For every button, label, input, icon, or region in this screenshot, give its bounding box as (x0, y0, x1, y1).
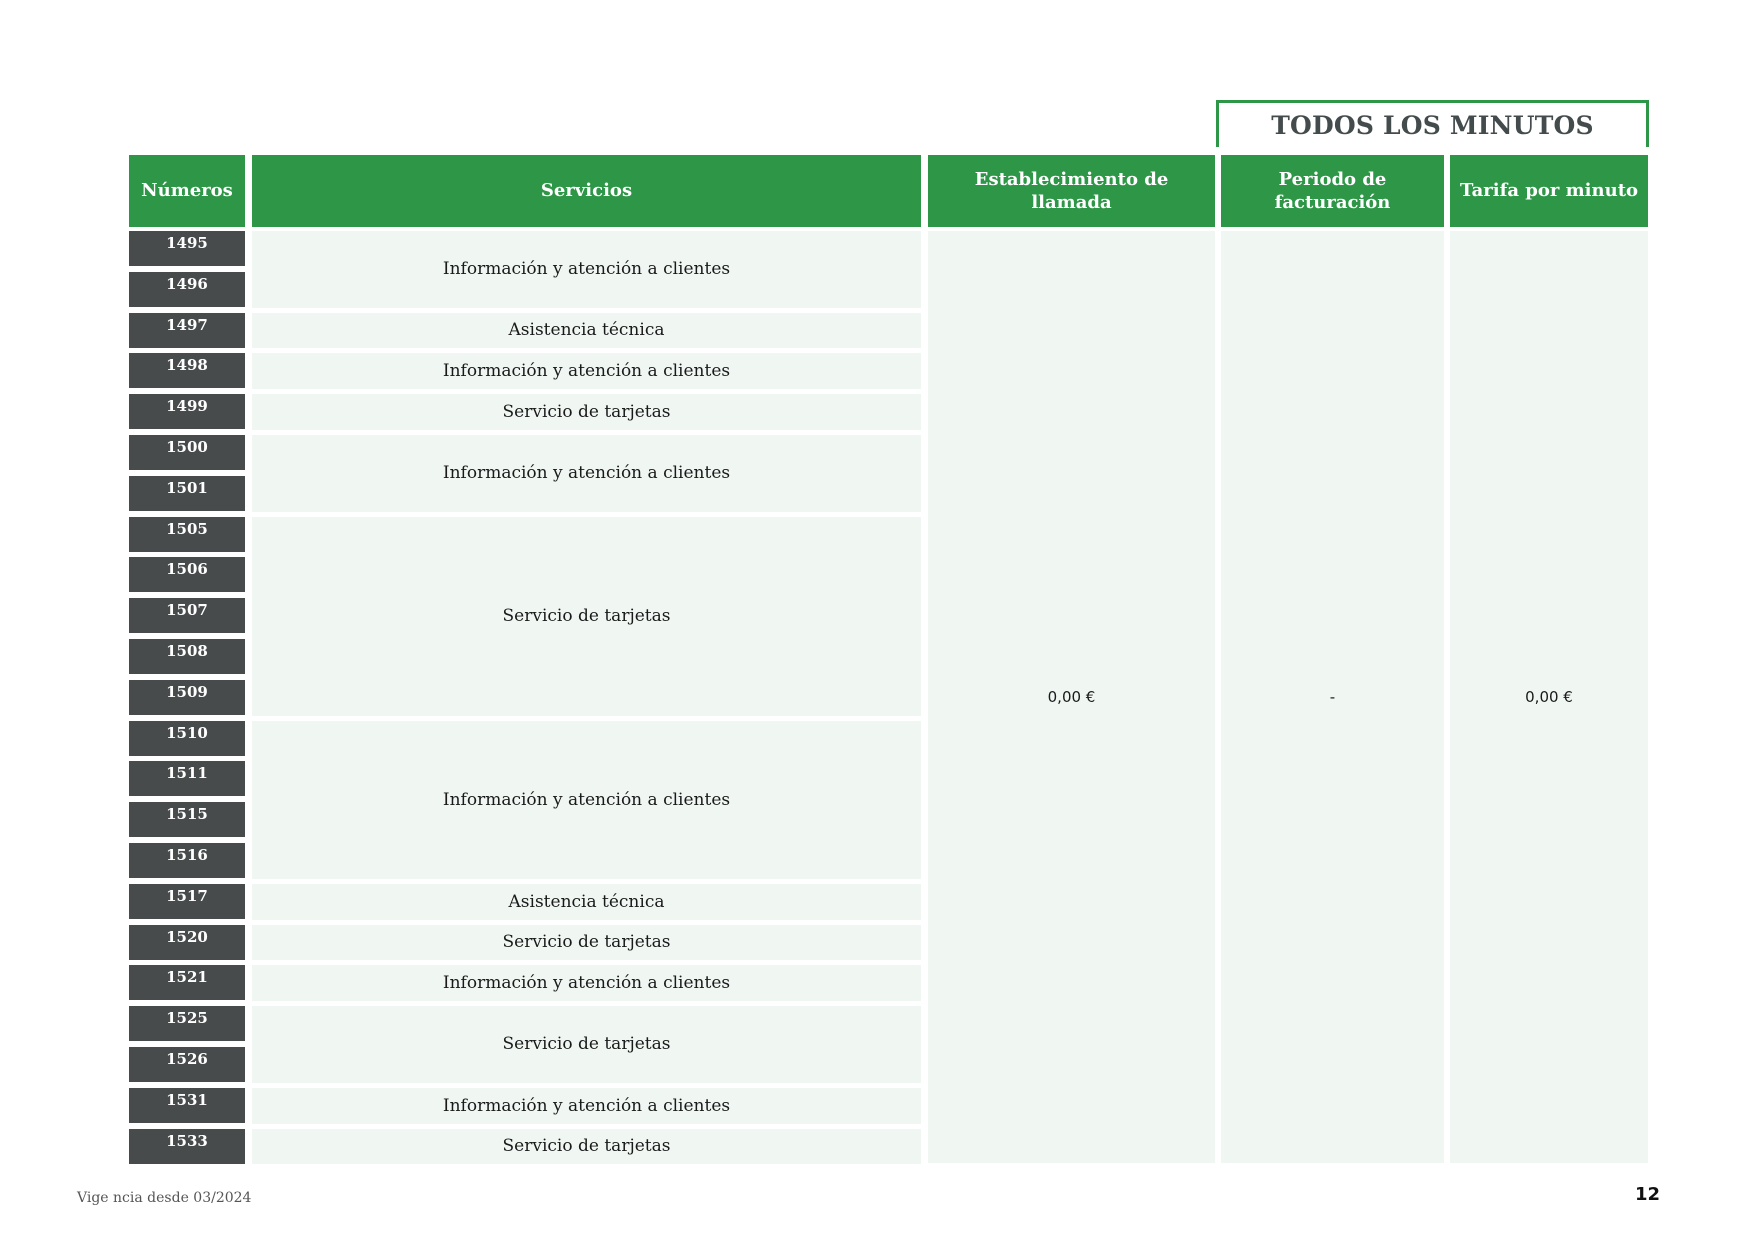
establecimiento-value: 0,00 € (928, 231, 1215, 1163)
number-cell: 1516 (129, 843, 245, 878)
service-cell: Asistencia técnica (252, 313, 921, 349)
service-cell: Información y atención a clientes (252, 1088, 921, 1124)
number-cell: 1521 (129, 965, 245, 1000)
number-cell: 1520 (129, 925, 245, 960)
service-cell: Servicio de tarjetas (252, 517, 921, 716)
number-cell: 1531 (129, 1088, 245, 1123)
number-cell: 1510 (129, 721, 245, 756)
number-cell: 1517 (129, 884, 245, 919)
header-tarifa: Tarifa por minuto (1450, 155, 1648, 227)
service-cell: Información y atención a clientes (252, 435, 921, 512)
page-number: 12 (1634, 1184, 1660, 1205)
header-servicios: Servicios (252, 155, 921, 227)
number-cell: 1501 (129, 476, 245, 511)
number-cell: 1497 (129, 313, 245, 348)
number-cell: 1511 (129, 761, 245, 796)
service-cell: Servicio de tarjetas (252, 1129, 921, 1165)
header-numeros: Números (129, 155, 245, 227)
service-cell: Servicio de tarjetas (252, 394, 921, 430)
number-cell: 1507 (129, 598, 245, 633)
number-cell: 1508 (129, 639, 245, 674)
number-cell: 1496 (129, 272, 245, 307)
service-cell: Información y atención a clientes (252, 231, 921, 308)
service-cell: Información y atención a clientes (252, 353, 921, 389)
number-cell: 1498 (129, 353, 245, 388)
number-cell: 1509 (129, 680, 245, 715)
service-cell: Servicio de tarjetas (252, 1006, 921, 1083)
service-cell: Información y atención a clientes (252, 721, 921, 879)
number-cell: 1495 (129, 231, 245, 266)
number-cell: 1533 (129, 1129, 245, 1164)
service-cell: Asistencia técnica (252, 884, 921, 920)
vigencia-footer: Vige ncia desde 03/2024 (77, 1190, 252, 1206)
header-periodo: Periodo de facturación (1221, 155, 1444, 227)
service-cell: Servicio de tarjetas (252, 925, 921, 961)
number-cell: 1526 (129, 1047, 245, 1082)
number-cell: 1506 (129, 557, 245, 592)
number-cell: 1505 (129, 517, 245, 552)
number-cell: 1500 (129, 435, 245, 470)
tarifa-value: 0,00 € (1450, 231, 1648, 1163)
number-cell: 1499 (129, 394, 245, 429)
todos-los-minutos-header: TODOS LOS MINUTOS (1216, 100, 1649, 147)
number-cell: 1515 (129, 802, 245, 837)
service-cell: Información y atención a clientes (252, 965, 921, 1001)
periodo-value: - (1221, 231, 1444, 1163)
header-establecimiento: Establecimiento de llamada (928, 155, 1215, 227)
number-cell: 1525 (129, 1006, 245, 1041)
